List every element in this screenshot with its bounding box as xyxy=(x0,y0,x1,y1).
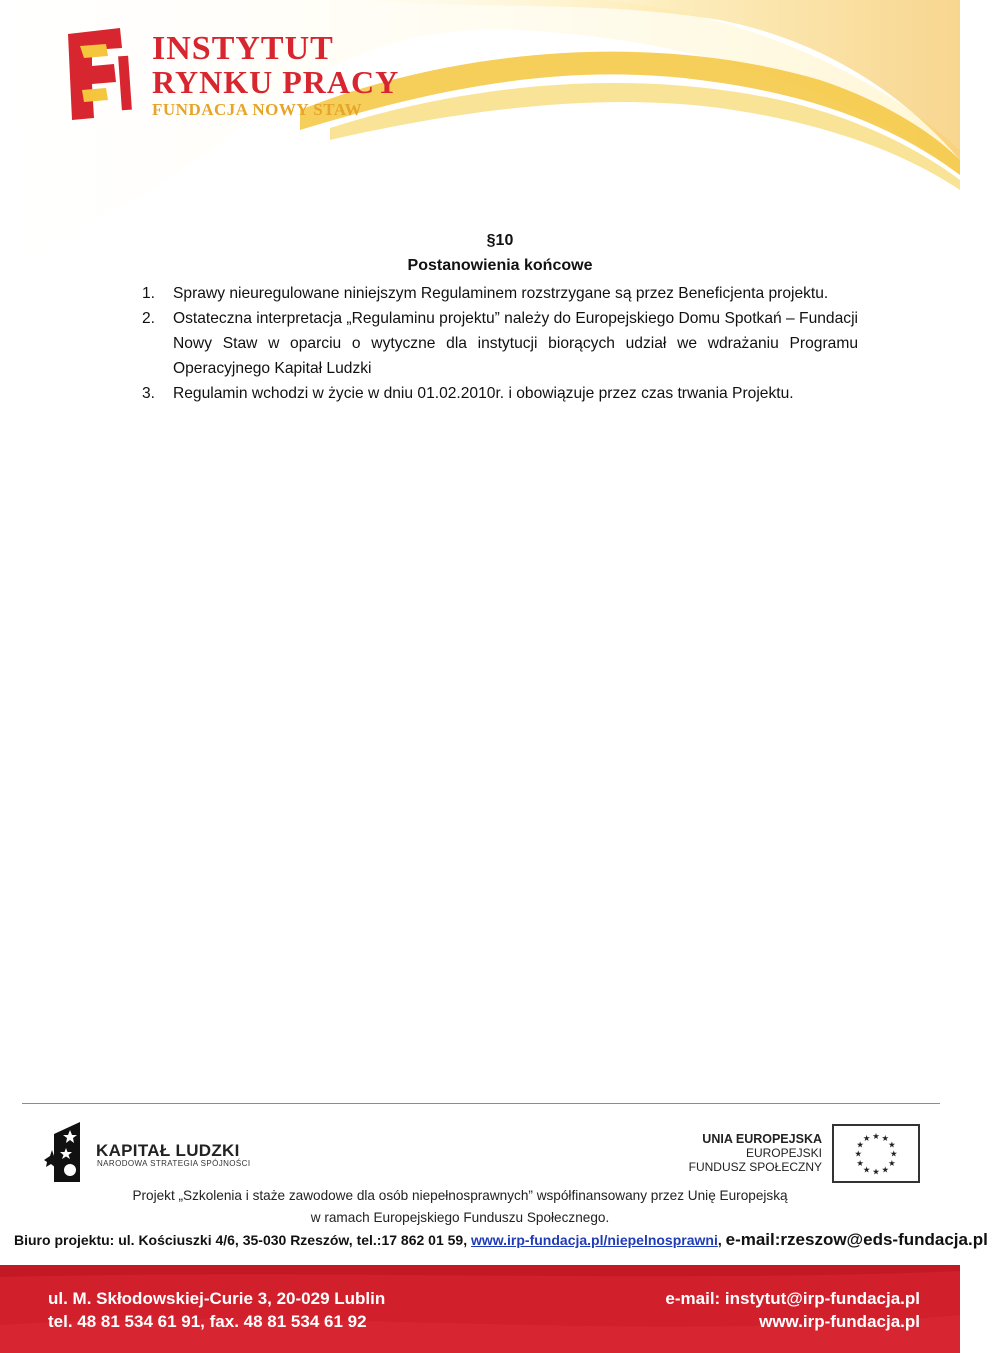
list-item-text: Ostateczna interpretacja „Regulaminu projektu” należy do Europejskiego Domu Spotkań – Fundacji Nowy Staw w oparciu o wytyczne dla instytucji biorących udział we wdrażaniu Programu Operacyjnego Kapitał Ludzki xyxy=(173,310,858,377)
list-item-number: 1. xyxy=(142,285,156,302)
list-item xyxy=(142,281,858,306)
kapital-ludzki-subtitle: NARODOWA STRATEGIA SPÓJNOŚCI xyxy=(97,1159,251,1168)
svg-text:★: ★ xyxy=(881,1164,890,1175)
list-item-number: 3. xyxy=(142,385,156,402)
project-description-line1: Projekt „Szkolenia i staże zawodowe dla osób niepełnosprawnych” współfinansowany przez Unię Europejską xyxy=(132,1188,788,1203)
logo-subtitle: FUNDACJA NOWY STAW xyxy=(152,100,363,119)
list-item-number: 2. xyxy=(142,310,156,327)
institute-logo xyxy=(62,26,402,126)
section-number: §10 xyxy=(486,232,514,249)
list-item xyxy=(142,306,858,381)
list-item-text: Sprawy nieuregulowane niniejszym Regulaminem rozstrzygane są przez Beneficjenta projektu. xyxy=(173,285,829,302)
section-title: Postanowienia końcowe xyxy=(407,257,593,274)
eu-flag-icon xyxy=(832,1124,920,1183)
footer-band-pattern xyxy=(0,1265,960,1353)
svg-text:★: ★ xyxy=(872,1131,880,1142)
svg-text:★: ★ xyxy=(888,1139,896,1150)
footer-band xyxy=(0,1265,960,1353)
logo-emblem-icon xyxy=(62,26,142,126)
logo-title-line2: RYNKU PRACY xyxy=(152,64,400,100)
footer-address: ul. M. Skłodowskiej-Curie 3, 20-029 Lublin xyxy=(48,1289,386,1308)
svg-text:★: ★ xyxy=(888,1158,896,1169)
kapital-ludzki-emblem-icon xyxy=(40,1120,90,1184)
footer-divider xyxy=(22,1103,940,1104)
project-office-info xyxy=(14,1230,988,1250)
office-email: e-mail:rzeszow@eds-fundacja.pl xyxy=(725,1230,988,1249)
footer-phone: tel. 48 81 534 61 91, fax. 48 81 534 61 92 xyxy=(48,1312,367,1331)
svg-text:★: ★ xyxy=(856,1139,864,1150)
footer-website: www.irp-fundacja.pl xyxy=(759,1312,920,1331)
eu-fund-label xyxy=(689,1132,822,1174)
footer-email: e-mail: instytut@irp-fundacja.pl xyxy=(665,1289,920,1308)
eu-union-text: UNIA EUROPEJSKA xyxy=(702,1132,822,1146)
list-item-text: Regulamin wchodzi w życie w dniu 01.02.2010r. i obowiązuje przez czas trwania Projektu. xyxy=(173,385,794,402)
office-separator: , xyxy=(717,1232,726,1248)
svg-text:★: ★ xyxy=(856,1158,864,1169)
svg-text:★: ★ xyxy=(862,1132,871,1143)
provisions-list xyxy=(142,281,858,406)
kapital-ludzki-title: KAPITAŁ LUDZKI xyxy=(96,1141,240,1160)
eu-fund-text-1: EUROPEJSKI xyxy=(745,1146,822,1160)
svg-text:★: ★ xyxy=(854,1148,863,1159)
eu-fund-text-2: FUNDUSZ SPOŁECZNY xyxy=(688,1160,822,1174)
svg-text:★: ★ xyxy=(862,1164,871,1175)
office-address: Biuro projektu: ul. Kościuszki 4/6, 35-030 Rzeszów, tel.:17 862 01 59, xyxy=(14,1232,471,1248)
svg-text:★: ★ xyxy=(872,1166,880,1177)
svg-text:★: ★ xyxy=(889,1148,898,1159)
list-item xyxy=(142,381,858,406)
project-website-link[interactable]: www.irp-fundacja.pl/niepelnosprawni xyxy=(471,1232,718,1248)
svg-text:★: ★ xyxy=(881,1132,890,1143)
project-description-line2: w ramach Europejskiego Funduszu Społecznego. xyxy=(310,1210,610,1225)
logo-title-line1: INSTYTUT xyxy=(152,30,334,67)
